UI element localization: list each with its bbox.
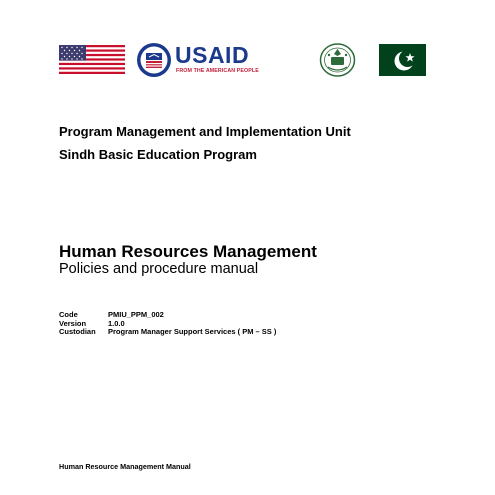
meta-value: Program Manager Support Services ( PM – SS ) (108, 327, 277, 336)
unit-heading: Program Management and Implementation Unit (59, 124, 351, 139)
meta-key: Version (59, 318, 87, 328)
program-heading: Sindh Basic Education Program (59, 147, 257, 162)
meta-row-custodian (59, 328, 276, 337)
meta-key: Code (59, 310, 78, 319)
meta-value: PMIU_PPM_002 (108, 310, 164, 319)
meta-value: 1.0.0 (108, 318, 125, 328)
us-flag-icon (59, 45, 125, 74)
document-title: Human Resources Management (59, 242, 317, 261)
sindh-government-seal-icon (319, 43, 356, 77)
usaid-wordmark: USAID (175, 42, 250, 68)
usaid-tagline: FROM THE AMERICAN PEOPLE (176, 68, 259, 74)
meta-key: Custodian (59, 327, 96, 336)
meta-row-code (59, 311, 276, 320)
document-meta-table (59, 311, 276, 337)
pakistan-flag-icon (363, 44, 426, 76)
page-footer: Human Resource Management Manual (59, 462, 191, 471)
document-subtitle: Policies and procedure manual (59, 261, 259, 277)
